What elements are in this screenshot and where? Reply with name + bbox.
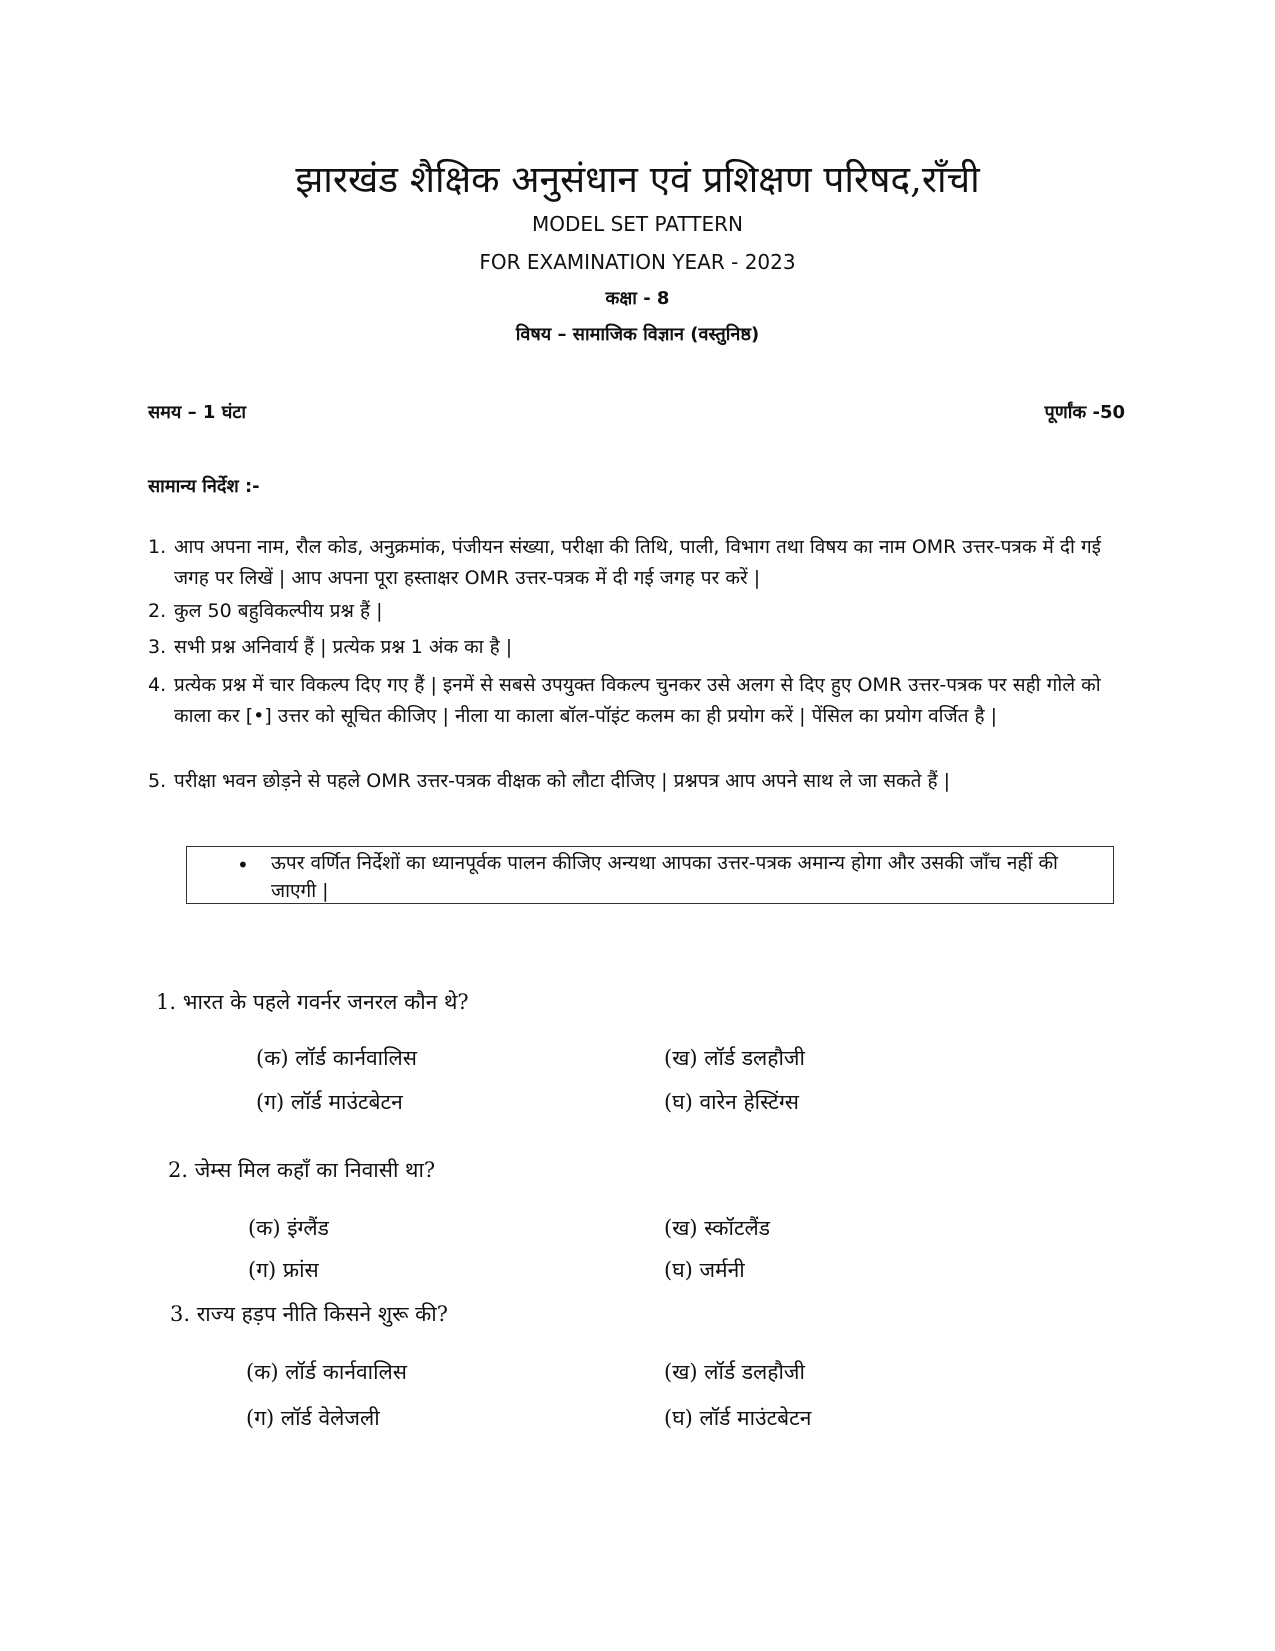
option-2b: (ख) स्कॉटलैंड: [664, 1216, 771, 1240]
full-marks-label: पूर्णांक -50: [1044, 402, 1125, 423]
model-set-label: MODEL SET PATTERN: [532, 212, 743, 236]
notice-text: ऊपर वर्णित निर्देशों का ध्यानपूर्वक पालन कीजिए अन्यथा आपका उत्तर-पत्रक अमान्य होगा और उसकी जाँच नहीं की जाएगी |: [271, 852, 1058, 902]
instruction-text: आप अपना नाम, रौल कोड, अनुक्रमांक, पंजीयन संख्या, परीक्षा की तिथि, पाली, विभाग तथा विषय का नाम OMR उत्तर-पत्रक में दी गई जगह पर लिखें | आप अपना पूरा हस्ताक्षर OMR उत्तर-पत्रक में दी गई जगह पर करें |: [174, 536, 1101, 589]
page-title: झारखंड शैक्षिक अनुसंधान एवं प्रशिक्षण परिषद,राँची: [295, 158, 980, 201]
option-3a: (क) लॉर्ड कार्नवालिस: [246, 1360, 407, 1384]
instruction-text: प्रत्येक प्रश्न में चार विकल्प दिए गए हैं | इनमें से सबसे उपयुक्त विकल्प चुनकर उसे अलग से दिए हुए OMR उत्तर-पत्रक पर सही गोले को काला कर [•] उत्तर को सूचित कीजिए | नीला या काला बॉल-पॉइंट कलम का ही प्रयोग करें | पेंसिल का प्रयोग वर्जित है |: [174, 674, 1101, 727]
instruction-item: [148, 532, 1128, 594]
instructions-heading: सामान्य निर्देश :-: [148, 476, 260, 497]
option-3c: (ग) लॉर्ड वेलेजली: [246, 1406, 380, 1430]
option-1c: (ग) लॉर्ड माउंटबेटन: [256, 1090, 403, 1114]
option-1d: (घ) वारेन हेस्टिंग्स: [664, 1090, 799, 1114]
instruction-item: [148, 670, 1128, 732]
instruction-text: परीक्षा भवन छोड़ने से पहले OMR उत्तर-पत्रक वीक्षक को लौटा दीजिए | प्रश्नपत्र आप अपने साथ ले जा सकते हैं |: [174, 770, 951, 792]
option-2d: (घ) जर्मनी: [664, 1258, 745, 1282]
instruction-text: सभी प्रश्न अनिवार्य हैं | प्रत्येक प्रश्न 1 अंक का है |: [174, 636, 513, 658]
instruction-number: 1.: [148, 536, 167, 558]
option-1b: (ख) लॉर्ड डलहौजी: [664, 1046, 805, 1070]
subject-label: विषय – सामाजिक विज्ञान (वस्तुनिष्ठ): [515, 324, 760, 345]
instruction-item: [148, 632, 1128, 663]
option-1a: (क) लॉर्ड कार्नवालिस: [256, 1046, 417, 1070]
question-2: 2. जेम्स मिल कहाँ का निवासी था?: [168, 1158, 436, 1182]
exam-year-label: FOR EXAMINATION YEAR - 2023: [479, 250, 796, 274]
class-label: कक्षा - 8: [605, 288, 670, 309]
instruction-item: [148, 766, 1128, 797]
question-1: 1. भारत के पहले गवर्नर जनरल कौन थे?: [156, 990, 469, 1014]
time-label: समय – 1 घंटा: [148, 402, 247, 423]
instruction-number: 3.: [148, 636, 167, 658]
option-3d: (घ) लॉर्ड माउंटबेटन: [664, 1406, 812, 1430]
instruction-number: 4.: [148, 674, 167, 696]
instruction-number: 5.: [148, 770, 167, 792]
option-2a: (क) इंग्लैंड: [248, 1216, 329, 1240]
bullet-icon: •: [237, 853, 249, 877]
instruction-number: 2.: [148, 600, 167, 622]
instruction-item: [148, 596, 1128, 627]
notice-box: [186, 846, 1114, 904]
option-2c: (ग) फ्रांस: [248, 1258, 319, 1282]
question-3: 3. राज्य हड़प नीति किसने शुरू की?: [170, 1302, 448, 1326]
option-3b: (ख) लॉर्ड डलहौजी: [664, 1360, 805, 1384]
instruction-text: कुल 50 बहुविकल्पीय प्रश्न हैं |: [174, 600, 383, 622]
